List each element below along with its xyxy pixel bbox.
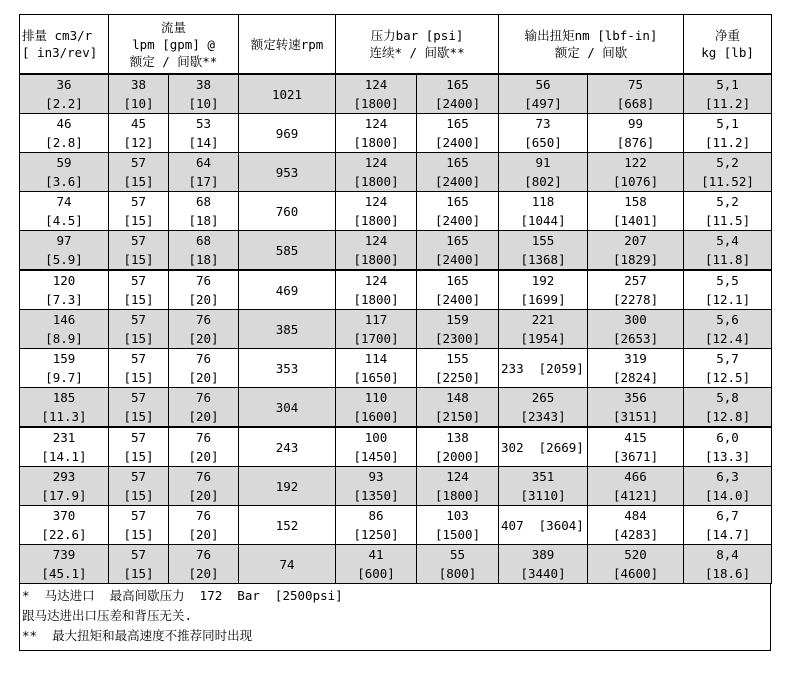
spec-table-body	[20, 74, 772, 584]
cell-weight: 5,7 [12.5]	[684, 349, 772, 388]
cell-pressure-intermittent: 165 [2400]	[417, 270, 499, 310]
cell-pressure-intermittent: 103 [1500]	[417, 506, 499, 545]
header-torque: 输出扭矩nm [lbf-in] 额定 / 间歇	[499, 15, 684, 75]
cell-torque-rated: 91 [802]	[499, 153, 588, 192]
cell-rated-speed: 969	[239, 114, 336, 153]
cell-displacement: 185 [11.3]	[20, 388, 109, 428]
cell-pressure-intermittent: 138 [2000]	[417, 427, 499, 467]
cell-torque-intermittent: 158 [1401]	[588, 192, 684, 231]
table-row	[20, 153, 772, 192]
cell-displacement: 97 [5.9]	[20, 231, 109, 271]
cell-displacement: 120 [7.3]	[20, 270, 109, 310]
footnotes	[19, 584, 771, 651]
cell-displacement: 231 [14.1]	[20, 427, 109, 467]
cell-pressure-intermittent: 165 [2400]	[417, 114, 499, 153]
cell-weight: 5,2 [11.52]	[684, 153, 772, 192]
cell-rated-speed: 243	[239, 427, 336, 467]
header-rated-speed: 额定转速rpm	[239, 15, 336, 75]
cell-flow-rated: 57 [15]	[109, 153, 169, 192]
cell-displacement: 46 [2.8]	[20, 114, 109, 153]
cell-torque-rated: 56 [497]	[499, 74, 588, 114]
cell-pressure-intermittent: 165 [2400]	[417, 231, 499, 271]
cell-displacement: 739 [45.1]	[20, 545, 109, 584]
cell-flow-rated: 57 [15]	[109, 545, 169, 584]
cell-displacement: 74 [4.5]	[20, 192, 109, 231]
cell-torque-intermittent: 319 [2824]	[588, 349, 684, 388]
cell-flow-rated: 57 [15]	[109, 506, 169, 545]
cell-rated-speed: 192	[239, 467, 336, 506]
cell-pressure-continuous: 86 [1250]	[336, 506, 417, 545]
cell-displacement: 370 [22.6]	[20, 506, 109, 545]
cell-torque-rated: 407 [3604]	[499, 506, 588, 545]
motor-spec-table	[19, 14, 772, 584]
table-row	[20, 310, 772, 349]
cell-flow-rated: 57 [15]	[109, 270, 169, 310]
cell-torque-rated: 265 [2343]	[499, 388, 588, 428]
cell-weight: 5,1 [11.2]	[684, 114, 772, 153]
cell-pressure-continuous: 124 [1800]	[336, 270, 417, 310]
cell-rated-speed: 760	[239, 192, 336, 231]
table-row	[20, 427, 772, 467]
cell-pressure-intermittent: 155 [2250]	[417, 349, 499, 388]
cell-weight: 5,6 [12.4]	[684, 310, 772, 349]
cell-torque-intermittent: 520 [4600]	[588, 545, 684, 584]
cell-pressure-continuous: 117 [1700]	[336, 310, 417, 349]
cell-pressure-continuous: 124 [1800]	[336, 114, 417, 153]
table-row	[20, 192, 772, 231]
cell-displacement: 146 [8.9]	[20, 310, 109, 349]
cell-pressure-continuous: 93 [1350]	[336, 467, 417, 506]
cell-flow-rated: 57 [15]	[109, 310, 169, 349]
cell-flow-rated: 57 [15]	[109, 231, 169, 271]
cell-weight: 5,4 [11.8]	[684, 231, 772, 271]
table-row	[20, 545, 772, 584]
cell-torque-intermittent: 466 [4121]	[588, 467, 684, 506]
cell-torque-intermittent: 122 [1076]	[588, 153, 684, 192]
cell-rated-speed: 1021	[239, 74, 336, 114]
cell-torque-intermittent: 300 [2653]	[588, 310, 684, 349]
cell-pressure-continuous: 124 [1800]	[336, 74, 417, 114]
table-row	[20, 388, 772, 428]
header-flow: 流量 lpm [gpm] @ 额定 / 间歇**	[109, 15, 239, 75]
footnote-2: 跟马达进出口压差和背压无关.	[22, 608, 193, 623]
table-row	[20, 349, 772, 388]
cell-rated-speed: 953	[239, 153, 336, 192]
footnote-3: ** 最大扭矩和最高速度不推荐同时出现	[22, 628, 253, 643]
cell-weight: 6,3 [14.0]	[684, 467, 772, 506]
table-row	[20, 467, 772, 506]
cell-torque-intermittent: 484 [4283]	[588, 506, 684, 545]
cell-flow-rated: 57 [15]	[109, 192, 169, 231]
cell-flow-intermittent: 76 [20]	[169, 427, 239, 467]
cell-rated-speed: 385	[239, 310, 336, 349]
header-weight: 净重 kg [lb]	[684, 15, 772, 75]
cell-displacement: 59 [3.6]	[20, 153, 109, 192]
cell-flow-intermittent: 64 [17]	[169, 153, 239, 192]
cell-weight: 6,7 [14.7]	[684, 506, 772, 545]
cell-pressure-continuous: 124 [1800]	[336, 192, 417, 231]
cell-torque-intermittent: 356 [3151]	[588, 388, 684, 428]
cell-rated-speed: 74	[239, 545, 336, 584]
cell-flow-intermittent: 76 [20]	[169, 545, 239, 584]
cell-flow-intermittent: 76 [20]	[169, 270, 239, 310]
header-pressure: 压力bar [psi] 连续* / 间歇**	[336, 15, 499, 75]
cell-torque-rated: 351 [3110]	[499, 467, 588, 506]
cell-flow-intermittent: 68 [18]	[169, 231, 239, 271]
cell-flow-rated: 57 [15]	[109, 388, 169, 428]
cell-pressure-intermittent: 124 [1800]	[417, 467, 499, 506]
cell-pressure-intermittent: 165 [2400]	[417, 192, 499, 231]
cell-rated-speed: 353	[239, 349, 336, 388]
cell-rated-speed: 152	[239, 506, 336, 545]
spec-sheet	[19, 14, 771, 651]
cell-torque-rated: 389 [3440]	[499, 545, 588, 584]
cell-pressure-continuous: 114 [1650]	[336, 349, 417, 388]
cell-flow-intermittent: 76 [20]	[169, 349, 239, 388]
table-row	[20, 506, 772, 545]
cell-torque-intermittent: 257 [2278]	[588, 270, 684, 310]
cell-rated-speed: 585	[239, 231, 336, 271]
header-displacement: 排量 cm3/r [ in3/rev]	[20, 15, 109, 75]
footnote-1: * 马达进口 最高间歇压力 172 Bar [2500psi]	[22, 588, 343, 603]
cell-rated-speed: 304	[239, 388, 336, 428]
cell-weight: 5,1 [11.2]	[684, 74, 772, 114]
table-row	[20, 74, 772, 114]
cell-pressure-intermittent: 159 [2300]	[417, 310, 499, 349]
cell-weight: 5,5 [12.1]	[684, 270, 772, 310]
cell-displacement: 293 [17.9]	[20, 467, 109, 506]
cell-flow-intermittent: 68 [18]	[169, 192, 239, 231]
cell-torque-rated: 118 [1044]	[499, 192, 588, 231]
cell-flow-intermittent: 76 [20]	[169, 310, 239, 349]
cell-flow-rated: 38 [10]	[109, 74, 169, 114]
cell-pressure-continuous: 100 [1450]	[336, 427, 417, 467]
table-row	[20, 231, 772, 271]
cell-pressure-intermittent: 55 [800]	[417, 545, 499, 584]
cell-pressure-intermittent: 148 [2150]	[417, 388, 499, 428]
cell-torque-rated: 302 [2669]	[499, 427, 588, 467]
cell-torque-rated: 221 [1954]	[499, 310, 588, 349]
cell-torque-rated: 192 [1699]	[499, 270, 588, 310]
cell-torque-rated: 155 [1368]	[499, 231, 588, 271]
cell-displacement: 36 [2.2]	[20, 74, 109, 114]
cell-flow-intermittent: 76 [20]	[169, 506, 239, 545]
cell-flow-intermittent: 76 [20]	[169, 467, 239, 506]
cell-flow-intermittent: 53 [14]	[169, 114, 239, 153]
cell-flow-rated: 57 [15]	[109, 349, 169, 388]
cell-pressure-intermittent: 165 [2400]	[417, 153, 499, 192]
cell-displacement: 159 [9.7]	[20, 349, 109, 388]
cell-weight: 5,8 [12.8]	[684, 388, 772, 428]
cell-flow-intermittent: 76 [20]	[169, 388, 239, 428]
cell-torque-intermittent: 207 [1829]	[588, 231, 684, 271]
cell-weight: 5,2 [11.5]	[684, 192, 772, 231]
cell-torque-intermittent: 415 [3671]	[588, 427, 684, 467]
cell-torque-rated: 233 [2059]	[499, 349, 588, 388]
cell-flow-rated: 57 [15]	[109, 467, 169, 506]
cell-weight: 8,4 [18.6]	[684, 545, 772, 584]
cell-pressure-continuous: 124 [1800]	[336, 231, 417, 271]
cell-flow-rated: 45 [12]	[109, 114, 169, 153]
cell-weight: 6,0 [13.3]	[684, 427, 772, 467]
cell-torque-intermittent: 75 [668]	[588, 74, 684, 114]
cell-pressure-continuous: 124 [1800]	[336, 153, 417, 192]
cell-pressure-intermittent: 165 [2400]	[417, 74, 499, 114]
cell-flow-intermittent: 38 [10]	[169, 74, 239, 114]
cell-flow-rated: 57 [15]	[109, 427, 169, 467]
cell-pressure-continuous: 41 [600]	[336, 545, 417, 584]
table-row	[20, 114, 772, 153]
cell-torque-intermittent: 99 [876]	[588, 114, 684, 153]
cell-rated-speed: 469	[239, 270, 336, 310]
table-row	[20, 270, 772, 310]
cell-torque-rated: 73 [650]	[499, 114, 588, 153]
cell-pressure-continuous: 110 [1600]	[336, 388, 417, 428]
